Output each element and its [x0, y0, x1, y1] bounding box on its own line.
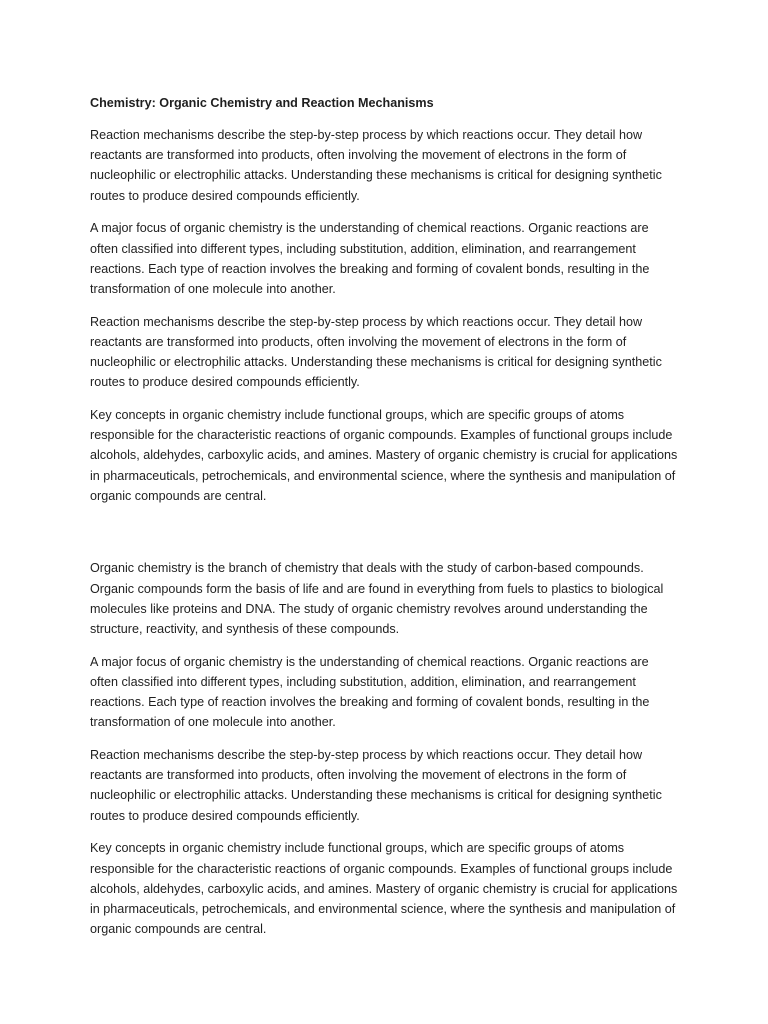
paragraph: A major focus of organic chemistry is the understanding of chemical reactions. Organic reactions are often classified into different types, including substitution, addition, elimination, and rearrangement reactions. Each type of reaction involves the breaking and forming of covalent bonds, resulting in the transformation of one molecule into another.	[90, 221, 650, 296]
paragraph: Key concepts in organic chemistry include functional groups, which are specific groups of atoms responsible for the characteristic reactions of organic compounds. Examples of functional groups include alcohols, aldehydes, carboxylic acids, and amines. Mastery of organic chemistry is crucial for applications in pharmaceuticals, petrochemicals, and environmental science, where the synthesis and manipulation of organic compounds are central.	[90, 407, 678, 503]
section-spacer	[90, 518, 680, 558]
paragraph: Reaction mechanisms describe the step-by-step process by which reactions occur. They detail how reactants are transformed into products, often involving the movement of electrons in the form of nucleophilic or electrophilic attacks. Understanding these mechanisms is critical for designing synthetic routes to produce desired compounds efficiently.	[90, 748, 662, 823]
paragraph: Key concepts in organic chemistry include functional groups, which are specific groups of atoms responsible for the characteristic reactions of organic compounds. Examples of functional groups include alcohols, aldehydes, carboxylic acids, and amines. Mastery of organic chemistry is crucial for applications in pharmaceuticals, petrochemicals, and environmental science, where the synthesis and manipulation of organic compounds are central.	[90, 841, 678, 937]
paragraph: Organic chemistry is the branch of chemistry that deals with the study of carbon-based compounds. Organic compounds form the basis of life and are found in everything from fuels to plastics to biological molecules like proteins and DNA. The study of organic chemistry revolves around understanding the structure, reactivity, and synthesis of these compounds.	[90, 561, 664, 637]
document-title: Chemistry: Organic Chemistry and Reaction Mechanisms	[90, 96, 434, 110]
paragraph: Reaction mechanisms describe the step-by-step process by which reactions occur. They detail how reactants are transformed into products, often involving the movement of electrons in the form of nucleophilic or electrophilic attacks. Understanding these mechanisms is critical for designing synthetic routes to produce desired compounds efficiently.	[90, 128, 662, 203]
document-page	[90, 93, 680, 952]
paragraph: A major focus of organic chemistry is the understanding of chemical reactions. Organic reactions are often classified into different types, including substitution, addition, elimination, and rearrangement reactions. Each type of reaction involves the breaking and forming of covalent bonds, resulting in the transformation of one molecule into another.	[90, 654, 650, 730]
paragraph: Reaction mechanisms describe the step-by-step process by which reactions occur. They detail how reactants are transformed into products, often involving the movement of electrons in the form of nucleophilic or electrophilic attacks. Understanding these mechanisms is critical for designing synthetic routes to produce desired compounds efficiently.	[90, 314, 662, 390]
